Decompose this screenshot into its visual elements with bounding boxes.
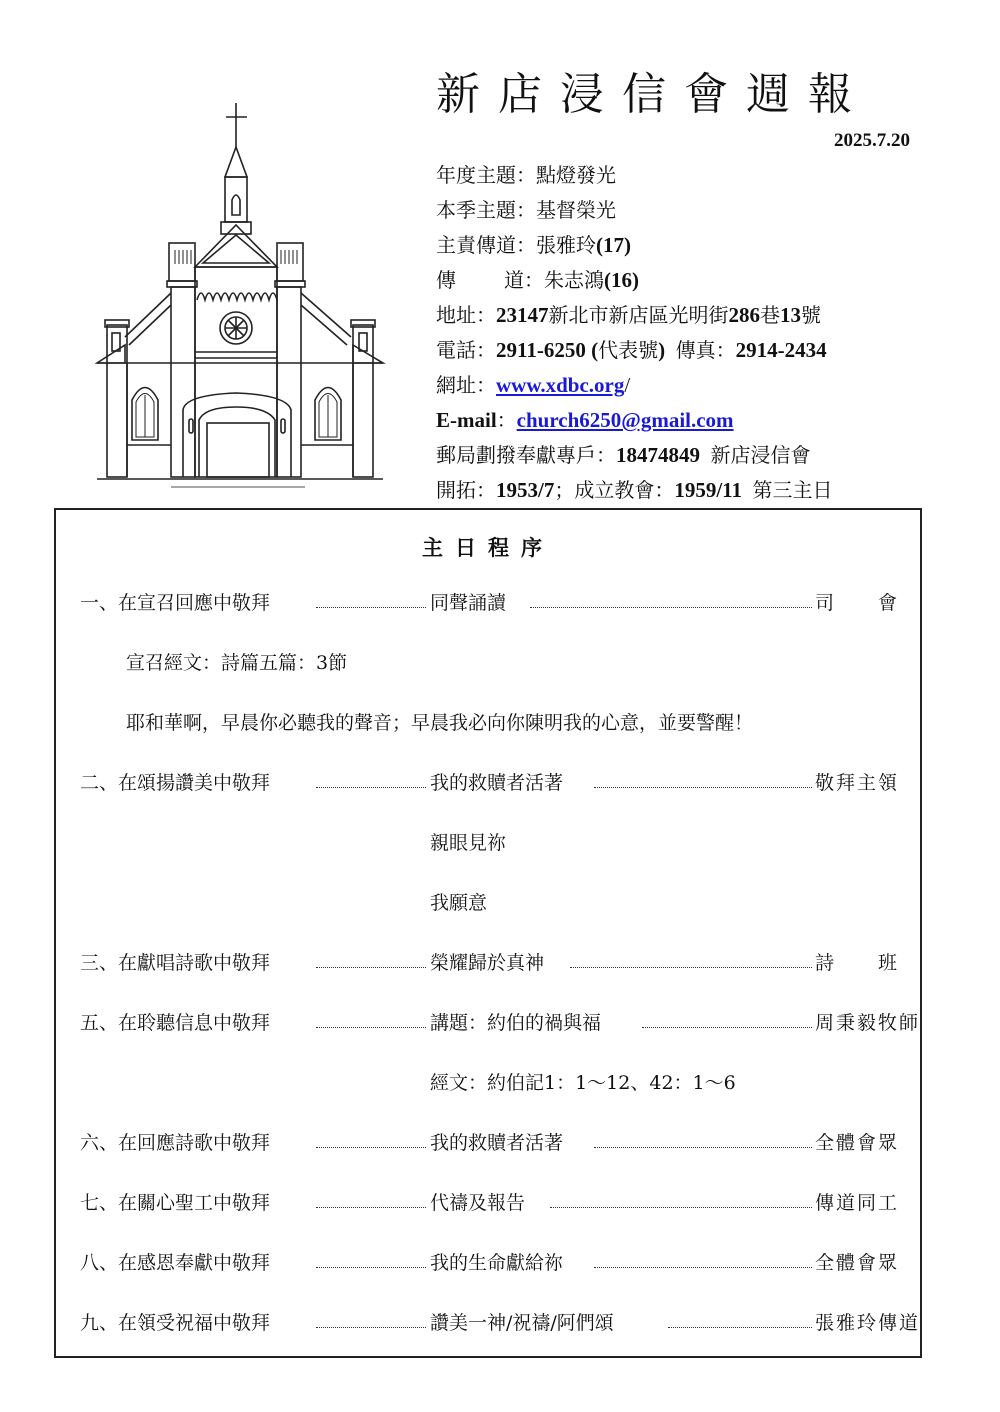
program-content: 讚美一神/祝禱/阿們頌 <box>430 1312 614 1334</box>
leader-dots <box>550 1188 812 1208</box>
bulletin-date: 2025.7.20 <box>834 130 910 151</box>
program-leader: 敬拜主領 <box>815 772 900 794</box>
founding <box>436 473 833 508</box>
program-row <box>80 1188 904 1218</box>
cross-icon <box>226 103 247 147</box>
address-label: 地址： <box>436 303 496 327</box>
lead-pastor-label: 主責傳道： <box>436 233 536 257</box>
leader-dots <box>316 588 426 608</box>
worship-song: 我願意 <box>430 892 488 914</box>
email <box>436 403 833 438</box>
worship-song: 親眼見祢 <box>430 832 507 854</box>
church-info <box>436 158 833 508</box>
leader-dots <box>594 1128 812 1148</box>
email-link[interactable]: church6250@gmail.com <box>516 408 734 432</box>
program-content: 代禱及報告 <box>430 1192 526 1214</box>
program-row <box>80 1128 904 1158</box>
lead-pastor-name: 張雅玲 <box>536 233 596 257</box>
leader-dots <box>316 1008 426 1028</box>
address-lane-num: 286 <box>728 303 760 327</box>
email-colon: ： <box>496 408 517 432</box>
call-scripture: 宣召經文：詩篇五篇：3節 <box>126 652 348 674</box>
leader-dots <box>316 1188 426 1208</box>
leader-dots <box>570 948 812 968</box>
postal-name: 新店浸信會 <box>710 443 811 467</box>
program-section: 七、在關心聖工中敬拜 <box>80 1192 271 1214</box>
leader-dots <box>530 588 812 608</box>
program-leader: 司 會 <box>815 592 900 614</box>
program-section: 八、在感恩奉獻中敬拜 <box>80 1252 271 1274</box>
program-row <box>80 1248 904 1278</box>
rose-window-icon <box>220 312 252 344</box>
call-text: 耶和華啊，早晨你必聽我的聲音；早晨我必向你陳明我的心意，並要警醒！ <box>126 712 754 734</box>
pastor <box>436 263 833 298</box>
established-label: ；成立教會： <box>554 478 675 502</box>
address <box>436 298 833 333</box>
season-theme <box>436 193 833 228</box>
address-zip: 23147 <box>496 303 549 327</box>
leader-dots <box>642 1008 812 1028</box>
website-suffix: / <box>624 373 631 397</box>
website <box>436 368 833 403</box>
sermon-scripture: 經文：約伯記1：1～12、42：1～6 <box>430 1072 736 1094</box>
program-leader: 詩 班 <box>815 952 900 974</box>
season-theme-value: 基督榮光 <box>536 198 616 222</box>
postal-label: 郵局劃撥奉獻專戶： <box>436 443 616 467</box>
season-theme-label: 本季主題： <box>436 198 536 222</box>
founded-label: 開拓： <box>436 478 496 502</box>
established-date: 1959/11 <box>674 478 743 502</box>
annual-theme-value: 點燈發光 <box>536 163 616 187</box>
phone-label: 電話： <box>436 338 496 362</box>
program-leader: 周秉毅牧師 <box>815 1012 921 1034</box>
postal-account <box>436 438 833 473</box>
phone-fax <box>436 333 833 368</box>
program-content: 我的救贖者活著 <box>430 772 564 794</box>
pastor-label-b: 道： <box>504 268 544 292</box>
pastor-num: (16) <box>604 268 639 292</box>
founded-date: 1953/7 <box>496 478 555 502</box>
phone-number: 2911-6250 ( <box>496 338 599 362</box>
program-leader: 全體會眾 <box>815 1132 900 1154</box>
leader-dots <box>668 1308 812 1328</box>
annual-theme-label: 年度主題： <box>436 163 536 187</box>
leader-dots <box>316 1128 426 1148</box>
program-content: 同聲誦讀 <box>430 592 507 614</box>
website-label: 網址： <box>436 373 496 397</box>
program-row <box>80 588 904 618</box>
annual-theme <box>436 158 833 193</box>
bulletin-title: 新店浸信會週報 <box>436 69 870 120</box>
program-content: 我的生命獻給祢 <box>430 1252 564 1274</box>
leader-dots <box>316 948 426 968</box>
address-lane: 巷 <box>760 303 780 327</box>
program-leader: 張雅玲傳道 <box>815 1312 921 1334</box>
pastor-label-a: 傳 <box>436 268 456 292</box>
fax-label: 傳真： <box>675 338 736 362</box>
program-row <box>80 768 904 798</box>
fax-number: 2914-2434 <box>735 338 827 362</box>
email-label: E-mail <box>436 408 497 432</box>
program-row <box>80 1008 921 1038</box>
program-section: 五、在聆聽信息中敬拜 <box>80 1012 271 1034</box>
program-content: 榮耀歸於真神 <box>430 952 545 974</box>
leader-dots <box>316 768 426 788</box>
program-leader: 傳道同工 <box>815 1192 900 1214</box>
program-content: 我的救贖者活著 <box>430 1132 564 1154</box>
postal-number: 18474849 <box>616 443 700 467</box>
leader-dots <box>316 1248 426 1268</box>
program-section: 二、在頌揚讚美中敬拜 <box>80 772 271 794</box>
program-section: 六、在回應詩歌中敬拜 <box>80 1132 271 1154</box>
program-section: 三、在獻唱詩歌中敬拜 <box>80 952 271 974</box>
leader-dots <box>594 1248 812 1268</box>
program-row <box>80 948 904 978</box>
address-no: 13 <box>780 303 801 327</box>
program-leader: 全體會眾 <box>815 1252 900 1274</box>
program-row <box>80 1308 921 1338</box>
sunday-program <box>54 508 922 1358</box>
program-section: 一、在宣召回應中敬拜 <box>80 592 271 614</box>
phone-note: 代表號 <box>598 338 659 362</box>
program-content: 講題：約伯的禍與福 <box>430 1012 602 1034</box>
program-section: 九、在領受祝福中敬拜 <box>80 1312 271 1334</box>
lead-pastor <box>436 228 833 263</box>
lead-pastor-num: (17) <box>596 233 631 257</box>
pastor-name: 朱志鴻 <box>544 268 604 292</box>
sunday-note: 第三主日 <box>752 478 833 502</box>
address-street: 新北市新店區光明街 <box>548 303 729 327</box>
address-suffix: 號 <box>801 303 821 327</box>
church-illustration <box>95 95 395 495</box>
website-link[interactable]: www.xdbc.org <box>496 373 625 397</box>
program-title: 主日程序 <box>422 536 554 560</box>
phone-close: ) <box>658 338 666 362</box>
leader-dots <box>316 1308 426 1328</box>
leader-dots <box>594 768 812 788</box>
